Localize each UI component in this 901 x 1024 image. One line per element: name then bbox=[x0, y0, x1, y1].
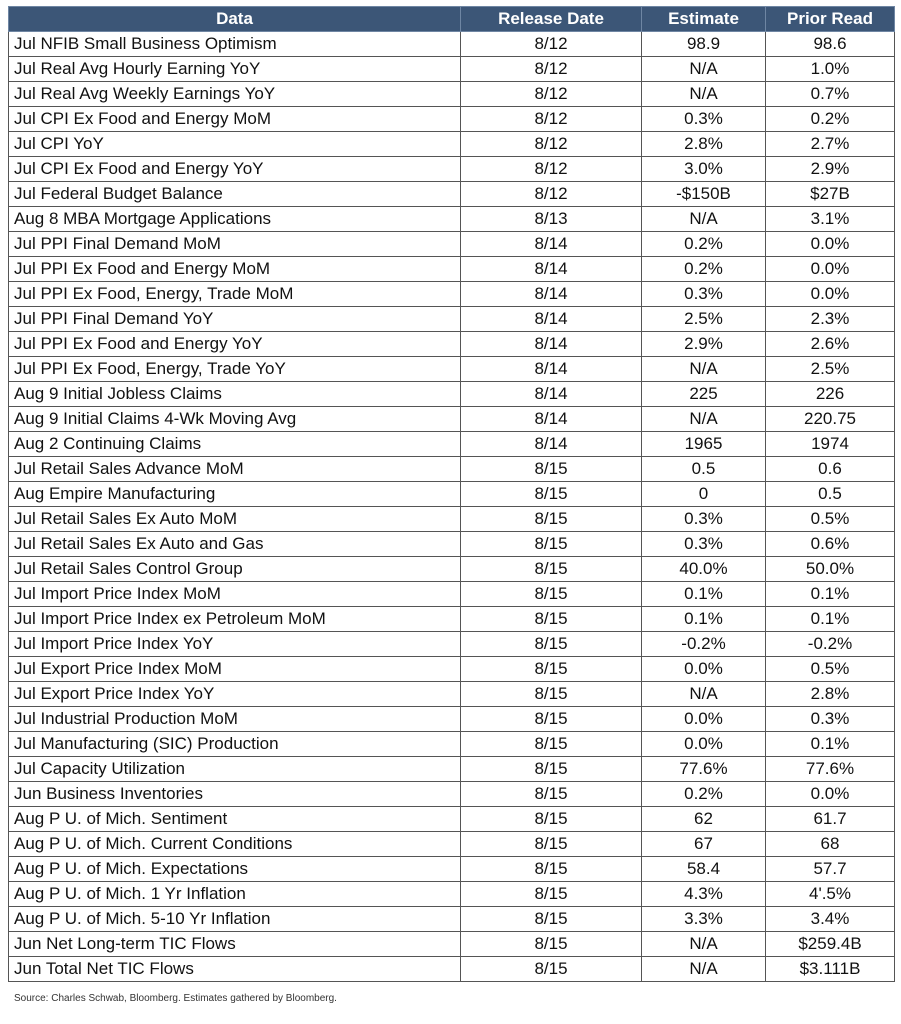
prior-read-cell: 3.1% bbox=[766, 207, 895, 232]
header-estimate: Estimate bbox=[642, 7, 766, 32]
data-name-cell: Jul Manufacturing (SIC) Production bbox=[9, 732, 461, 757]
data-name-cell: Aug P U. of Mich. Sentiment bbox=[9, 807, 461, 832]
prior-read-cell: 57.7 bbox=[766, 857, 895, 882]
table-row bbox=[9, 757, 895, 782]
release-date-cell: 8/15 bbox=[461, 457, 642, 482]
estimate-cell: 58.4 bbox=[642, 857, 766, 882]
prior-read-cell: 0.6 bbox=[766, 457, 895, 482]
table-row bbox=[9, 82, 895, 107]
table-body bbox=[9, 32, 895, 982]
release-date-cell: 8/15 bbox=[461, 907, 642, 932]
estimate-cell: 2.8% bbox=[642, 132, 766, 157]
data-name-cell: Aug 9 Initial Claims 4-Wk Moving Avg bbox=[9, 407, 461, 432]
data-name-cell: Jul PPI Final Demand MoM bbox=[9, 232, 461, 257]
table-row bbox=[9, 782, 895, 807]
table-row bbox=[9, 382, 895, 407]
prior-read-cell: 0.0% bbox=[766, 257, 895, 282]
data-name-cell: Jul Real Avg Weekly Earnings YoY bbox=[9, 82, 461, 107]
prior-read-cell: 220.75 bbox=[766, 407, 895, 432]
estimate-cell: 0.2% bbox=[642, 782, 766, 807]
estimate-cell: 4.3% bbox=[642, 882, 766, 907]
prior-read-cell: $27B bbox=[766, 182, 895, 207]
release-date-cell: 8/12 bbox=[461, 82, 642, 107]
table-row bbox=[9, 707, 895, 732]
release-date-cell: 8/14 bbox=[461, 432, 642, 457]
release-date-cell: 8/15 bbox=[461, 557, 642, 582]
table-row bbox=[9, 482, 895, 507]
table-row bbox=[9, 957, 895, 982]
release-date-cell: 8/15 bbox=[461, 482, 642, 507]
data-name-cell: Aug P U. of Mich. 1 Yr Inflation bbox=[9, 882, 461, 907]
data-name-cell: Jul Capacity Utilization bbox=[9, 757, 461, 782]
estimate-cell: 0.5 bbox=[642, 457, 766, 482]
table-row bbox=[9, 332, 895, 357]
estimate-cell: 0.2% bbox=[642, 257, 766, 282]
estimate-cell: 0.1% bbox=[642, 607, 766, 632]
table-row bbox=[9, 682, 895, 707]
release-date-cell: 8/15 bbox=[461, 807, 642, 832]
prior-read-cell: 0.0% bbox=[766, 282, 895, 307]
source-note: Source: Charles Schwab, Bloomberg. Estimates gathered by Bloomberg. bbox=[14, 993, 337, 1004]
prior-read-cell: 2.7% bbox=[766, 132, 895, 157]
estimate-cell: 77.6% bbox=[642, 757, 766, 782]
release-date-cell: 8/12 bbox=[461, 57, 642, 82]
release-date-cell: 8/14 bbox=[461, 232, 642, 257]
prior-read-cell: 68 bbox=[766, 832, 895, 857]
release-date-cell: 8/14 bbox=[461, 282, 642, 307]
data-name-cell: Jul Export Price Index YoY bbox=[9, 682, 461, 707]
table-row bbox=[9, 182, 895, 207]
prior-read-cell: 77.6% bbox=[766, 757, 895, 782]
data-name-cell: Aug 2 Continuing Claims bbox=[9, 432, 461, 457]
prior-read-cell: 4'.5% bbox=[766, 882, 895, 907]
release-date-cell: 8/15 bbox=[461, 657, 642, 682]
release-date-cell: 8/14 bbox=[461, 357, 642, 382]
prior-read-cell: 2.8% bbox=[766, 682, 895, 707]
table-row bbox=[9, 732, 895, 757]
data-name-cell: Jul CPI Ex Food and Energy YoY bbox=[9, 157, 461, 182]
data-name-cell: Jul Retail Sales Control Group bbox=[9, 557, 461, 582]
estimate-cell: 98.9 bbox=[642, 32, 766, 57]
release-date-cell: 8/15 bbox=[461, 607, 642, 632]
header-data: Data bbox=[9, 7, 461, 32]
release-date-cell: 8/15 bbox=[461, 882, 642, 907]
estimate-cell: 0.2% bbox=[642, 232, 766, 257]
estimate-cell: 0 bbox=[642, 482, 766, 507]
release-date-cell: 8/15 bbox=[461, 707, 642, 732]
release-date-cell: 8/15 bbox=[461, 732, 642, 757]
release-date-cell: 8/15 bbox=[461, 857, 642, 882]
data-name-cell: Jun Net Long-term TIC Flows bbox=[9, 932, 461, 957]
prior-read-cell: -0.2% bbox=[766, 632, 895, 657]
estimate-cell: 0.0% bbox=[642, 732, 766, 757]
table-row bbox=[9, 532, 895, 557]
table-row bbox=[9, 157, 895, 182]
prior-read-cell: 226 bbox=[766, 382, 895, 407]
table-row bbox=[9, 932, 895, 957]
estimate-cell: 225 bbox=[642, 382, 766, 407]
release-date-cell: 8/14 bbox=[461, 407, 642, 432]
prior-read-cell: 0.3% bbox=[766, 707, 895, 732]
estimate-cell: N/A bbox=[642, 57, 766, 82]
release-date-cell: 8/15 bbox=[461, 632, 642, 657]
data-name-cell: Jul Retail Sales Ex Auto MoM bbox=[9, 507, 461, 532]
estimate-cell: N/A bbox=[642, 207, 766, 232]
prior-read-cell: 0.1% bbox=[766, 582, 895, 607]
data-name-cell: Jul Export Price Index MoM bbox=[9, 657, 461, 682]
table-row bbox=[9, 807, 895, 832]
estimate-cell: N/A bbox=[642, 82, 766, 107]
prior-read-cell: 61.7 bbox=[766, 807, 895, 832]
table-row bbox=[9, 132, 895, 157]
table-row bbox=[9, 407, 895, 432]
data-name-cell: Jul CPI Ex Food and Energy MoM bbox=[9, 107, 461, 132]
prior-read-cell: 2.6% bbox=[766, 332, 895, 357]
table-row bbox=[9, 57, 895, 82]
release-date-cell: 8/14 bbox=[461, 307, 642, 332]
prior-read-cell: 2.3% bbox=[766, 307, 895, 332]
prior-read-cell: 0.7% bbox=[766, 82, 895, 107]
data-name-cell: Aug P U. of Mich. Expectations bbox=[9, 857, 461, 882]
estimate-cell: 1965 bbox=[642, 432, 766, 457]
release-date-cell: 8/14 bbox=[461, 332, 642, 357]
prior-read-cell: 50.0% bbox=[766, 557, 895, 582]
data-name-cell: Aug P U. of Mich. 5-10 Yr Inflation bbox=[9, 907, 461, 932]
table-row bbox=[9, 107, 895, 132]
release-date-cell: 8/12 bbox=[461, 157, 642, 182]
prior-read-cell: 1.0% bbox=[766, 57, 895, 82]
table-row bbox=[9, 557, 895, 582]
data-name-cell: Jul PPI Final Demand YoY bbox=[9, 307, 461, 332]
release-date-cell: 8/15 bbox=[461, 957, 642, 982]
table-row bbox=[9, 832, 895, 857]
release-date-cell: 8/15 bbox=[461, 832, 642, 857]
release-date-cell: 8/15 bbox=[461, 532, 642, 557]
table-row bbox=[9, 907, 895, 932]
prior-read-cell: 0.5 bbox=[766, 482, 895, 507]
estimate-cell: 0.3% bbox=[642, 532, 766, 557]
table-header-row bbox=[9, 7, 895, 32]
data-name-cell: Jul Import Price Index ex Petroleum MoM bbox=[9, 607, 461, 632]
release-date-cell: 8/12 bbox=[461, 32, 642, 57]
header-release-date: Release Date bbox=[461, 7, 642, 32]
release-date-cell: 8/13 bbox=[461, 207, 642, 232]
table-row bbox=[9, 457, 895, 482]
data-name-cell: Jul NFIB Small Business Optimism bbox=[9, 32, 461, 57]
prior-read-cell: 0.5% bbox=[766, 507, 895, 532]
data-name-cell: Jul PPI Ex Food and Energy MoM bbox=[9, 257, 461, 282]
data-name-cell: Jul Retail Sales Ex Auto and Gas bbox=[9, 532, 461, 557]
table-row bbox=[9, 507, 895, 532]
estimate-cell: 3.0% bbox=[642, 157, 766, 182]
estimate-cell: -0.2% bbox=[642, 632, 766, 657]
table-row bbox=[9, 432, 895, 457]
header-prior-read: Prior Read bbox=[766, 7, 895, 32]
estimate-cell: 0.0% bbox=[642, 657, 766, 682]
data-name-cell: Aug 8 MBA Mortgage Applications bbox=[9, 207, 461, 232]
release-date-cell: 8/12 bbox=[461, 132, 642, 157]
estimate-cell: 2.9% bbox=[642, 332, 766, 357]
prior-read-cell: 2.9% bbox=[766, 157, 895, 182]
data-name-cell: Jul PPI Ex Food, Energy, Trade MoM bbox=[9, 282, 461, 307]
data-name-cell: Jun Total Net TIC Flows bbox=[9, 957, 461, 982]
estimate-cell: 3.3% bbox=[642, 907, 766, 932]
data-name-cell: Aug Empire Manufacturing bbox=[9, 482, 461, 507]
release-date-cell: 8/15 bbox=[461, 932, 642, 957]
data-name-cell: Jul PPI Ex Food, Energy, Trade YoY bbox=[9, 357, 461, 382]
estimate-cell: N/A bbox=[642, 932, 766, 957]
prior-read-cell: 0.0% bbox=[766, 782, 895, 807]
data-name-cell: Jul Retail Sales Advance MoM bbox=[9, 457, 461, 482]
table-row bbox=[9, 307, 895, 332]
estimate-cell: 67 bbox=[642, 832, 766, 857]
table-row bbox=[9, 32, 895, 57]
release-date-cell: 8/12 bbox=[461, 182, 642, 207]
table-row bbox=[9, 232, 895, 257]
estimate-cell: N/A bbox=[642, 682, 766, 707]
prior-read-cell: 0.1% bbox=[766, 732, 895, 757]
estimate-cell: N/A bbox=[642, 407, 766, 432]
release-date-cell: 8/15 bbox=[461, 757, 642, 782]
data-name-cell: Jul Federal Budget Balance bbox=[9, 182, 461, 207]
estimate-cell: 0.0% bbox=[642, 707, 766, 732]
table-row bbox=[9, 607, 895, 632]
prior-read-cell: 0.2% bbox=[766, 107, 895, 132]
table-row bbox=[9, 357, 895, 382]
estimate-cell: 62 bbox=[642, 807, 766, 832]
estimate-cell: 0.3% bbox=[642, 507, 766, 532]
prior-read-cell: 0.6% bbox=[766, 532, 895, 557]
table-row bbox=[9, 857, 895, 882]
release-date-cell: 8/15 bbox=[461, 682, 642, 707]
estimate-cell: -$150B bbox=[642, 182, 766, 207]
table-row bbox=[9, 632, 895, 657]
data-name-cell: Jul PPI Ex Food and Energy YoY bbox=[9, 332, 461, 357]
release-date-cell: 8/15 bbox=[461, 782, 642, 807]
prior-read-cell: 3.4% bbox=[766, 907, 895, 932]
estimate-cell: 0.1% bbox=[642, 582, 766, 607]
prior-read-cell: 0.5% bbox=[766, 657, 895, 682]
estimate-cell: 0.3% bbox=[642, 107, 766, 132]
table-row bbox=[9, 657, 895, 682]
release-date-cell: 8/15 bbox=[461, 507, 642, 532]
data-name-cell: Jul Import Price Index YoY bbox=[9, 632, 461, 657]
data-name-cell: Aug P U. of Mich. Current Conditions bbox=[9, 832, 461, 857]
prior-read-cell: 1974 bbox=[766, 432, 895, 457]
estimate-cell: N/A bbox=[642, 957, 766, 982]
estimate-cell: 2.5% bbox=[642, 307, 766, 332]
table-row bbox=[9, 282, 895, 307]
prior-read-cell: $3.111B bbox=[766, 957, 895, 982]
data-name-cell: Jul Real Avg Hourly Earning YoY bbox=[9, 57, 461, 82]
release-date-cell: 8/14 bbox=[461, 257, 642, 282]
prior-read-cell: 2.5% bbox=[766, 357, 895, 382]
estimate-cell: N/A bbox=[642, 357, 766, 382]
estimate-cell: 0.3% bbox=[642, 282, 766, 307]
data-name-cell: Aug 9 Initial Jobless Claims bbox=[9, 382, 461, 407]
prior-read-cell: 98.6 bbox=[766, 32, 895, 57]
table-row bbox=[9, 582, 895, 607]
table-row bbox=[9, 207, 895, 232]
table-row bbox=[9, 257, 895, 282]
release-date-cell: 8/12 bbox=[461, 107, 642, 132]
prior-read-cell: $259.4B bbox=[766, 932, 895, 957]
economic-calendar-table bbox=[8, 6, 895, 982]
data-name-cell: Jul Import Price Index MoM bbox=[9, 582, 461, 607]
table-row bbox=[9, 882, 895, 907]
prior-read-cell: 0.0% bbox=[766, 232, 895, 257]
release-date-cell: 8/15 bbox=[461, 582, 642, 607]
prior-read-cell: 0.1% bbox=[766, 607, 895, 632]
data-name-cell: Jun Business Inventories bbox=[9, 782, 461, 807]
release-date-cell: 8/14 bbox=[461, 382, 642, 407]
data-name-cell: Jul Industrial Production MoM bbox=[9, 707, 461, 732]
data-name-cell: Jul CPI YoY bbox=[9, 132, 461, 157]
estimate-cell: 40.0% bbox=[642, 557, 766, 582]
